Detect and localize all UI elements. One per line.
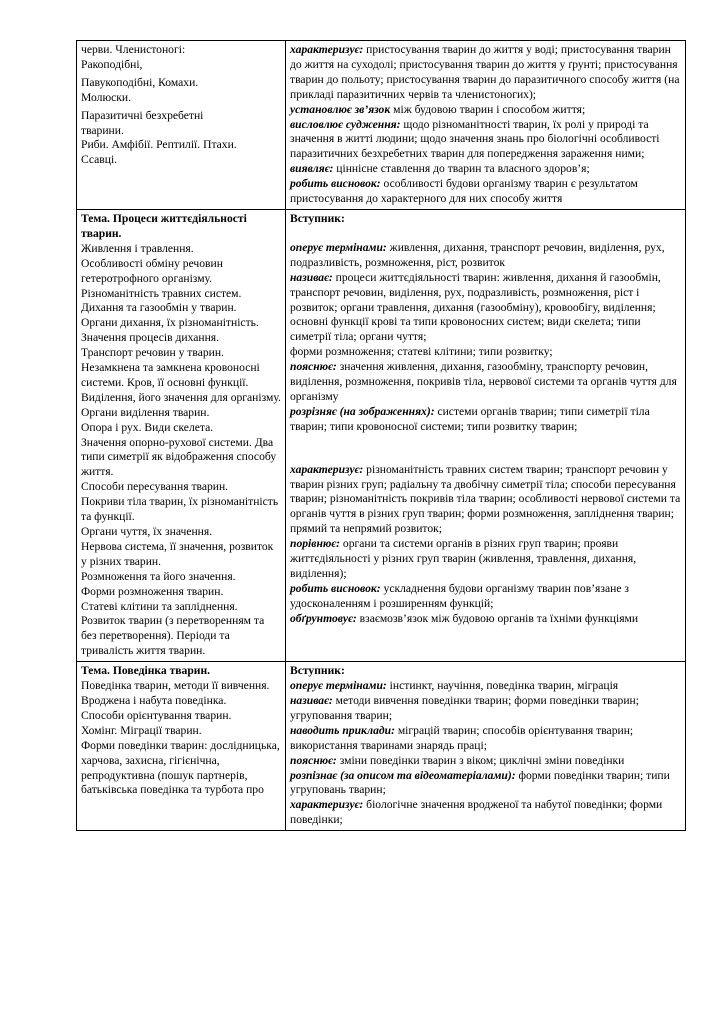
outcome-item	[290, 360, 681, 405]
outcome-text: системи органів тварин; типи симетрії тіла тварин; типи кровоносної системи; типи розвитку тварин;	[290, 404, 650, 433]
outcome-item	[290, 345, 681, 360]
topic-line: Форми поведінки тварин: дослідницька, харчова, захисна, гігієнічна, репродуктивна (пошук партнерів, батьківська поведінка та турбота про	[81, 738, 280, 797]
outcome-text: форми розмноження; статеві клітини; типи розвитку;	[290, 345, 553, 359]
outcome-keyword: розпізнає (за описом та відеоматеріалами):	[290, 768, 516, 782]
outcome-text: значення живлення, дихання, газообміну, транспорту речовин, виділення, розмноження, покривів тіла, нервової системи та органів чуття для організму	[290, 360, 677, 403]
outcome-text: органи та системи органів в різних груп тварин; прояви життєдіяльності у різних груп тварин (живлення, травлення, дихання, виділення);	[290, 537, 637, 580]
topic-line: Вроджена і набута поведінка.	[81, 693, 227, 707]
outcomes-cell	[286, 41, 686, 210]
outcome-text: форми поведінки тварин; типи угруповань тварин;	[290, 768, 670, 797]
outcome-text: міграцій тварин; способів орієнтування тварин; використання тваринами знарядь праці;	[290, 723, 634, 752]
outcome-item	[290, 612, 681, 627]
topic-line: Способи пересування тварин.	[81, 480, 229, 494]
outcome-item	[290, 754, 681, 769]
outcome-item	[290, 405, 681, 435]
topic-line: черви. Членистоногі:	[81, 43, 186, 56]
topic-line: Ссавці.	[81, 153, 118, 167]
outcomes-heading: Вступник:	[290, 211, 345, 225]
curriculum-table	[76, 40, 686, 831]
topic-line: Покриви тіла тварин, їх різноманітність та функції.	[81, 495, 279, 524]
topic-line: Органи чуття, їх значення.	[81, 525, 213, 538]
outcome-item	[290, 769, 681, 799]
outcome-item	[290, 463, 681, 538]
outcome-text: різноманітність травних систем тварин; транспорт речовин у тварин різних груп; радіальну та двобічну симетрії тіла; способи пересування тварин; різноманітність покривів тіла тварин; особливості нервової системи та органів чуття в різних груп тварин; форми розмноження, запліднення тварин; прямий та непрямий розвиток;	[290, 462, 681, 536]
topic-line: Риби. Амфібії. Рептилії. Птахи.	[81, 138, 237, 152]
topic-line: Розвиток тварин (з перетворенням та без перетворення). Періоди та тривалість життя тварин.	[81, 614, 265, 658]
topic-line: тварини.	[81, 123, 124, 137]
outcome-keyword: характеризує:	[290, 43, 364, 56]
topic-line: Органи дихання, їх різноманітність. Значення процесів дихання.	[81, 316, 259, 345]
topic-line: Молюски.	[81, 90, 131, 104]
outcome-keyword: висловлює судження:	[290, 117, 401, 131]
outcome-keyword: характеризує:	[290, 462, 364, 476]
outcome-keyword: робить висновок:	[290, 581, 381, 595]
outcome-text: процеси життєдіяльності тварин: живлення, дихання й газообмін, транспорт речовин, виділення, рух, подразливість, розмноження, ріст і розвиток; органи травлення, дихання (газообміну), кровообігу, виділення; основні функції крові та типи кровоносних систем; види скелета; типи симетрії тіла; органи чуття;	[290, 270, 661, 344]
topic-title: Тема. Поведінка тварин.	[81, 664, 211, 678]
outcome-text: методи вивчення поведінки тварин; форми поведінки тварин; угруповання тварин;	[290, 693, 639, 722]
outcome-keyword: розрізняє (на зображеннях):	[290, 404, 435, 418]
topic-line: Виділення, його значення для організму. Органи виділення тварин.	[81, 390, 281, 419]
outcome-keyword: установлює зв’язок	[290, 102, 391, 116]
topic-line: Живлення і травлення.	[81, 241, 194, 255]
topic-line: Різноманітність травних систем.	[81, 286, 242, 300]
outcomes-cell	[286, 662, 686, 831]
outcome-item	[290, 582, 681, 612]
outcome-item	[290, 537, 681, 582]
outcomes-heading: Вступник:	[290, 664, 345, 678]
outcome-keyword: пояснює:	[290, 753, 337, 767]
document-page	[76, 40, 686, 831]
topic-line: Хомінг. Міграції тварин.	[81, 723, 202, 737]
topic-line: Павукоподібні, Комахи.	[81, 75, 199, 89]
topic-line: Незамкнена та замкнена кровоносні системи. Кров, її основні функції.	[81, 361, 260, 389]
topic-line: Форми розмноження тварин.	[81, 584, 224, 598]
outcome-keyword: пояснює:	[290, 360, 337, 374]
topic-cell	[77, 662, 286, 831]
outcome-keyword: робить висновок:	[290, 177, 381, 191]
outcome-keyword: оперує термінами:	[290, 240, 387, 254]
topic-cell	[77, 41, 286, 210]
outcome-keyword: обґрунтовує:	[290, 611, 357, 625]
topic-line: Способи орієнтування тварин.	[81, 708, 232, 722]
outcome-item	[290, 679, 681, 694]
outcome-item	[290, 118, 681, 163]
outcome-item	[290, 798, 681, 828]
outcome-keyword: виявляє:	[290, 162, 334, 176]
outcome-item	[290, 103, 681, 118]
outcome-text: біологічне значення вродженої та набутої поведінки; форми поведінки;	[290, 798, 663, 827]
outcome-text: ускладнення будови організму тварин пов’язане з удосконаленням і розширенням функцій;	[290, 581, 629, 610]
outcome-item	[290, 241, 681, 271]
outcome-text: зміни поведінки тварин з віком; циклічні зміни поведінки	[336, 753, 625, 767]
outcome-keyword: характеризує:	[290, 798, 364, 812]
outcome-item	[290, 43, 681, 103]
outcome-item	[290, 177, 681, 207]
outcome-keyword: називає:	[290, 693, 333, 707]
table-row	[77, 662, 686, 831]
topic-line: Поведінка тварин, методи її вивчення.	[81, 679, 270, 693]
outcome-keyword: порівнює:	[290, 537, 341, 551]
outcome-item	[290, 162, 681, 177]
outcome-text: інстинкт, научіння, поведінка тварин, міграція	[386, 679, 619, 693]
outcome-text: пристосування тварин до життя у воді; пристосування тварин до життя на суходолі; пристосування тварин до життя у ґрунті; пристосування тварин до польоту; пристосування тварин до паразитичного способу життя (на прикладі паразитичних червів та членистоногих);	[290, 43, 680, 101]
outcome-text: взаємозв’язок між будовою органів та їхніми функціями	[356, 611, 639, 625]
topic-line: Розмноження та його значення.	[81, 569, 236, 583]
outcome-item	[290, 271, 681, 346]
topic-line: Паразитичні безхребетні	[81, 108, 204, 122]
outcomes-cell	[286, 209, 686, 661]
outcome-keyword: оперує термінами:	[290, 679, 387, 693]
outcome-keyword: наводить приклади:	[290, 723, 395, 737]
topic-line: Нервова система, її значення, розвиток у різних тварин.	[81, 539, 274, 568]
outcome-text: живлення, дихання, транспорт речовин, виділення, рух, подразливість, розмноження, ріст, розвиток	[290, 240, 665, 269]
outcome-text: особливості будови організму тварин є результатом пристосування до характерного для них способу життя	[290, 177, 638, 206]
outcome-keyword: називає:	[290, 270, 333, 284]
topic-line: Значення опорно-рухової системи. Два типи симетрії як відображення способу життя.	[81, 435, 277, 479]
topic-line: Статеві клітини та запліднення.	[81, 599, 238, 613]
outcome-item	[290, 694, 681, 724]
topic-line: Ракоподібні,	[81, 57, 143, 71]
outcome-text: щодо різноманітності тварин, їх ролі у природі та значення в житті людини; щодо значення знань про біологічні особливості паразитичних безхребетних тварин для попередження зараження ними;	[290, 117, 660, 161]
topic-title: Тема. Процеси життєдіяльності тварин.	[81, 211, 247, 240]
topic-cell	[77, 209, 286, 661]
table-row	[77, 41, 686, 210]
outcome-text: ціннісне ставлення до тварин та власного здоров’я;	[333, 162, 590, 176]
table-row	[77, 209, 686, 661]
topic-line: Опора і рух. Види скелета.	[81, 420, 214, 434]
outcome-item	[290, 724, 681, 754]
topic-line: Транспорт речовин у тварин.	[81, 346, 224, 360]
topic-line: Особливості обміну речовин гетеротрофного організму.	[81, 256, 223, 285]
outcome-text: між будовою тварин і способом життя;	[390, 102, 586, 116]
topic-line: Дихання та газообмін у тварин.	[81, 301, 237, 315]
